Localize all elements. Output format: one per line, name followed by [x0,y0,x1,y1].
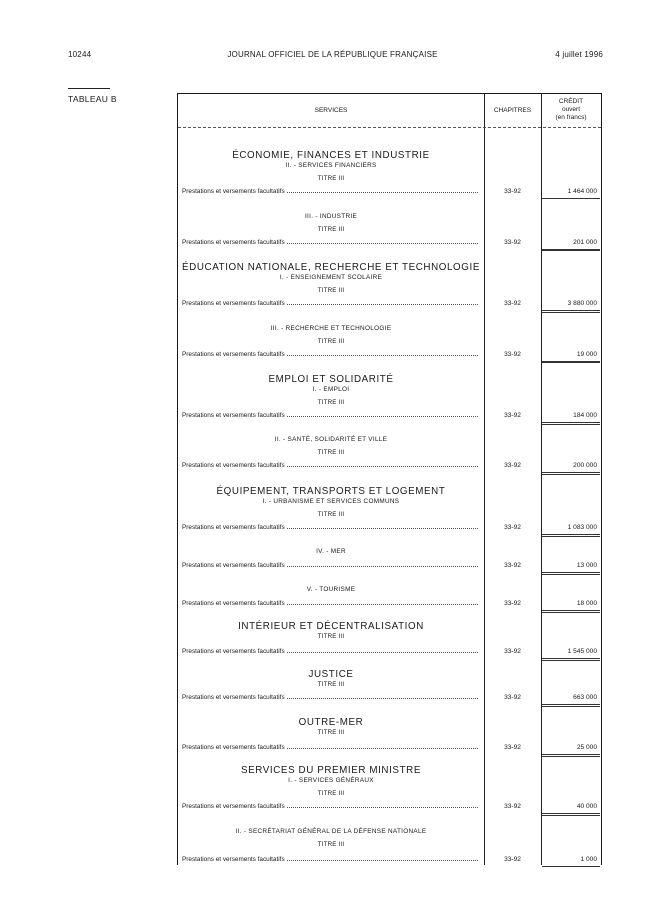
section-divider [542,198,600,199]
titre-label: TITRE III [317,399,345,406]
line-item-label [182,648,478,655]
section-divider [542,250,600,251]
amount-underline [542,704,600,705]
service-subheading: II. - SANTÉ, SOLIDARITÉ ET VILLE [274,436,388,443]
table-label-text: TABLEAU B [68,94,117,104]
chapter-number: 33-92 [504,856,521,863]
chapter-number: 33-92 [504,648,521,655]
page-number: 10244 [68,50,92,59]
line-item-label [182,462,478,469]
line-item-text: Prestations et versements facultatifs [182,744,285,751]
amount-underline [542,534,600,535]
service-subheading: I. - SERVICES GÉNÉRAUX [288,777,374,784]
table-label-rule [68,88,110,89]
line-item-text: Prestations et versements facultatifs [182,694,285,701]
chapter-number: 33-92 [504,351,521,358]
line-item-text: Prestations et versements facultatifs [182,524,285,531]
column-header-services: SERVICES [314,107,348,114]
line-item-label [182,562,478,569]
credit-amount: 18 000 [576,600,597,607]
column-header-credit [541,98,601,122]
amount-underline [542,813,600,814]
credit-amount: 1 000 [580,856,597,863]
section-divider [542,424,600,425]
table-label [68,94,117,104]
credit-header-line3: (en francs) [555,114,587,121]
ministry-heading: EMPLOI ET SOLIDARITÉ [268,374,394,385]
credit-amount: 1 083 000 [567,524,597,531]
chapter-number: 33-92 [504,412,521,419]
titre-label: TITRE III [317,729,345,736]
titre-label: TITRE III [317,175,345,182]
line-item-label [182,188,478,195]
line-item-label [182,412,478,419]
section-divider [542,574,600,575]
chapter-number: 33-92 [504,562,521,569]
ministry-heading: SERVICES DU PREMIER MINISTRE [241,765,421,776]
titre-label: TITRE III [317,790,345,797]
chapter-number: 33-92 [504,524,521,531]
line-item-label [182,239,478,246]
service-subheading: II. - SERVICES FINANCIERS [285,162,377,169]
ministry-heading: ÉQUIPEMENT, TRANSPORTS ET LOGEMENT [216,486,446,497]
section-divider [542,312,600,313]
line-item-text: Prestations et versements facultatifs [182,351,285,358]
amount-underline [542,422,600,423]
header-separator [178,127,601,128]
chapter-number: 33-92 [504,744,521,751]
credits-table [177,93,602,865]
ministry-heading: ÉDUCATION NATIONALE, RECHERCHE ET TECHNOLOGIE [182,262,480,273]
credit-header-line2: ouvert [561,106,581,113]
amount-underline [542,472,600,473]
ministry-heading: JUSTICE [308,669,354,680]
line-item-label [182,744,478,751]
section-divider [542,706,600,707]
titre-label: TITRE III [317,681,345,688]
amount-underline [542,866,600,867]
service-subheading: I. - EMPLOI [312,386,350,393]
journal-title: JOURNAL OFFICIEL DE LA RÉPUBLIQUE FRANÇAISE [227,50,438,59]
line-item-text: Prestations et versements facultatifs [182,648,285,655]
credit-amount: 25 000 [576,744,597,751]
table-top-border [177,93,602,94]
credit-amount: 40 000 [576,803,597,810]
section-divider [542,612,600,613]
chapter-number: 33-92 [504,694,521,701]
line-item-label [182,856,478,863]
line-item-text: Prestations et versements facultatifs [182,412,285,419]
credit-amount: 201 000 [573,239,597,246]
service-subheading: V. - TOURISME [306,586,356,593]
service-subheading: IV. - MER [316,548,346,555]
service-subheading: III. - RECHERCHE ET TECHNOLOGIE [270,325,392,332]
titre-label: TITRE III [317,287,345,294]
chapter-number: 33-92 [504,600,521,607]
line-item-text: Prestations et versements facultatifs [182,856,285,863]
line-item-label [182,524,478,531]
section-divider [542,660,600,661]
chapter-number: 33-92 [504,462,521,469]
amount-underline [542,754,600,755]
line-item-label [182,300,478,307]
amount-underline [542,658,600,659]
ministry-heading: ÉCONOMIE, FINANCES ET INDUSTRIE [232,150,430,161]
credit-amount: 663 000 [573,694,597,701]
chapter-number: 33-92 [504,188,521,195]
credit-amount: 19 000 [576,351,597,358]
column-header-chapitres: CHAPITRES [493,107,532,114]
line-item-label [182,600,478,607]
line-item-text: Prestations et versements facultatifs [182,239,285,246]
amount-underline [542,610,600,611]
ministry-heading: OUTRE-MER [298,717,364,728]
credit-amount: 184 000 [573,412,597,419]
credit-amount: 1 545 000 [567,648,597,655]
chapter-number: 33-92 [504,300,521,307]
service-subheading: I. - URBANISME ET SERVICES COMMUNS [262,498,400,505]
section-divider [542,815,600,816]
chapter-number: 33-92 [504,239,521,246]
line-item-label [182,694,478,701]
line-item-label [182,351,478,358]
line-item-text: Prestations et versements facultatifs [182,600,285,607]
line-item-text: Prestations et versements facultatifs [182,462,285,469]
credit-amount: 200 000 [573,462,597,469]
amount-underline [542,310,600,311]
titre-label: TITRE III [317,338,345,345]
publication-date: 4 juillet 1996 [555,50,603,59]
titre-label: TITRE III [317,449,345,456]
line-item-text: Prestations et versements facultatifs [182,562,285,569]
titre-label: TITRE III [317,841,345,848]
chapter-number: 33-92 [504,803,521,810]
section-divider [542,362,600,363]
credit-amount: 13 000 [576,562,597,569]
service-subheading: I. - ENSEIGNEMENT SCOLAIRE [279,274,383,281]
section-divider [542,474,600,475]
line-item-label [182,803,478,810]
amount-underline [542,572,600,573]
service-subheading: III. - INDUSTRIE [304,213,358,220]
service-subheading: II. - SECRÉTARIAT GÉNÉRAL DE LA DÉFENSE NATIONALE [235,828,427,835]
credit-amount: 3 880 000 [567,300,597,307]
line-item-text: Prestations et versements facultatifs [182,188,285,195]
credit-amount: 1 464 000 [567,188,597,195]
ministry-heading: INTÉRIEUR ET DÉCENTRALISATION [238,621,424,632]
credit-header-line1: CRÉDIT [558,98,584,105]
titre-label: TITRE III [317,226,345,233]
titre-label: TITRE III [317,511,345,518]
section-divider [542,536,600,537]
line-item-text: Prestations et versements facultatifs [182,300,285,307]
titre-label: TITRE III [317,633,345,640]
line-item-text: Prestations et versements facultatifs [182,803,285,810]
section-divider [542,756,600,757]
